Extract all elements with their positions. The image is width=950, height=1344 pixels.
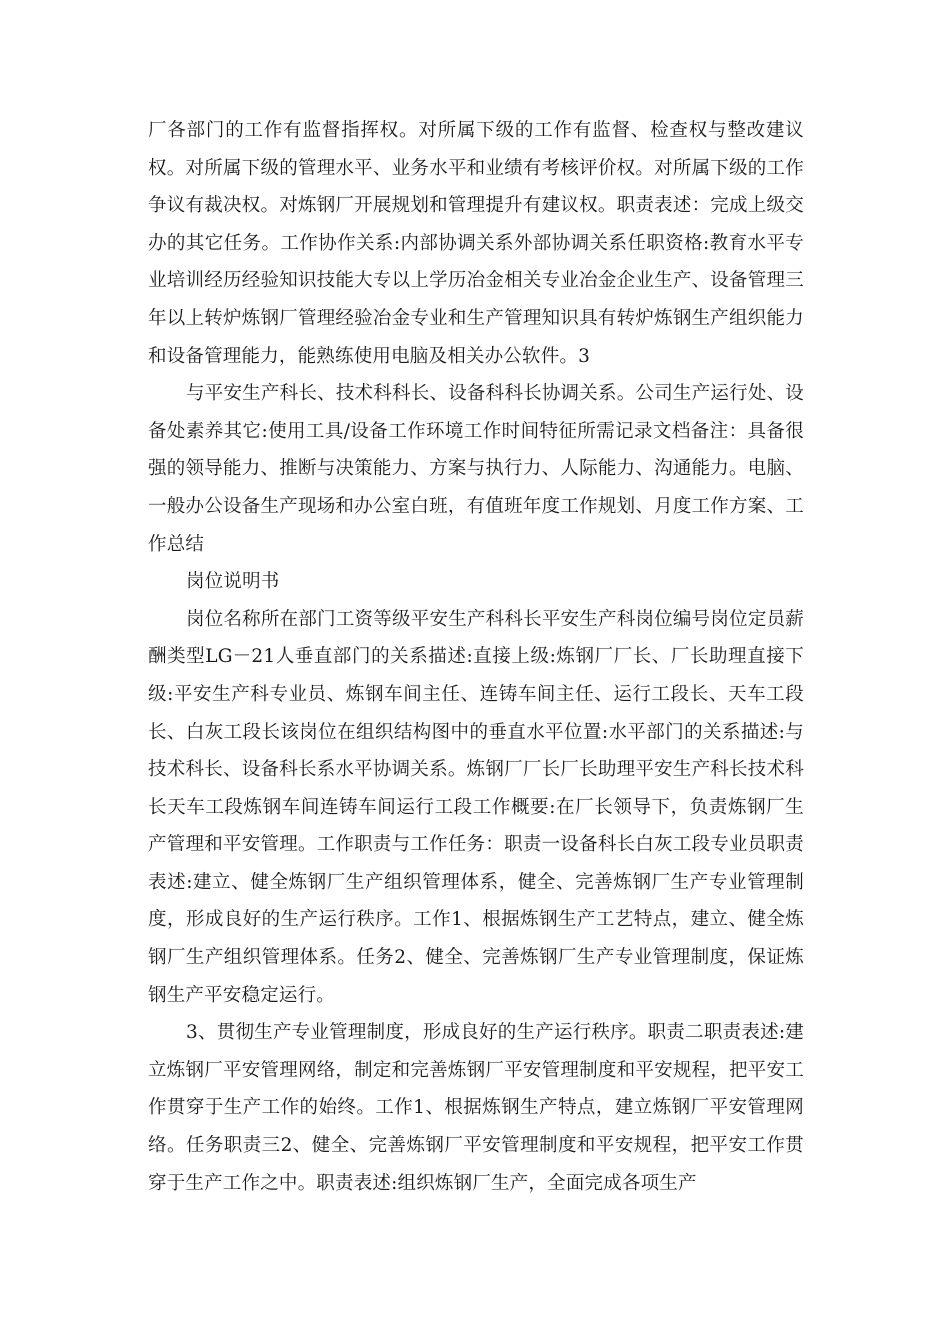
paragraph-3: 岗位名称所在部门工资等级平安生产科科长平安生产科岗位编号岗位定员薪酬类型LG－21人垂直部门的关系描述:直接上级:炼钢厂厂长、厂长助理直接下级:平安生产科专业员、炼钢车间主任、连铸车间主任、运行工段长、天车工段长、白灰工段长该岗位在组织结构图中的垂直水平位置:水平部门的关系描述:与技术科长、设备科长系水平协调关系。炼钢厂厂长厂长助理平安生产科长技术科长天车工段炼钢车间连铸车间运行工段工作概要:在厂长领导下，负责炼钢厂生产管理和平安管理。工作职责与工作任务：职责一设备科长白灰工段专业员职责表述:建立、健全炼钢厂生产组织管理体系，健全、完善炼钢厂生产专业管理制度，形成良好的生产运行秩序。工作1、根据炼钢生产工艺特点，建立、健全炼钢厂生产组织管理体系。任务2、健全、完善炼钢厂生产专业管理制度，保证炼钢生产平安稳定运行。: [148, 608, 804, 1006]
paragraph-2: 与平安生产科长、技术科科长、设备科科长协调关系。公司生产运行处、设备处素养其它:使用工具/设备工作环境工作时间特征所需记录文档备注：具备很强的领导能力、推断与决策能力、方案与执行力、人际能力、沟通能力。电脑、一般办公设备生产现场和办公室白班，有值班年度工作规划、月度工作方案、工作总结: [148, 383, 804, 555]
document-body: [148, 112, 804, 1202]
section-heading: 岗位说明书: [186, 571, 280, 593]
paragraph-1: 厂各部门的工作有监督指挥权。对所属下级的工作有监督、检查权与整改建议权。对所属下级的管理水平、业务水平和业绩有考核评价权。对所属下级的工作争议有裁决权。对炼钢厂开展规划和管理提升有建议权。职责表述：完成上级交办的其它任务。工作协作关系:内部协调关系外部协调关系任职资格:教育水平专业培训经历经验知识技能大专以上学历冶金相关专业冶金企业生产、设备管理三年以上转炉炼钢厂管理经验冶金专业和生产管理知识具有转炉炼钢生产组织能力和设备管理能力，能熟练使用电脑及相关办公软件。3: [148, 120, 804, 367]
paragraph-4: 3、贯彻生产专业管理制度，形成良好的生产运行秩序。职责二职责表述:建立炼钢厂平安管理网络，制定和完善炼钢厂平安管理制度和平安规程，把平安工作贯穿于生产工作的始终。工作1、根据炼钢生产特点，建立炼钢厂平安管理网络。任务职责三2、健全、完善炼钢厂平安管理制度和平安规程，把平安工作贯穿于生产工作之中。职责表述:组织炼钢厂生产，全面完成各项生产: [148, 1022, 804, 1194]
